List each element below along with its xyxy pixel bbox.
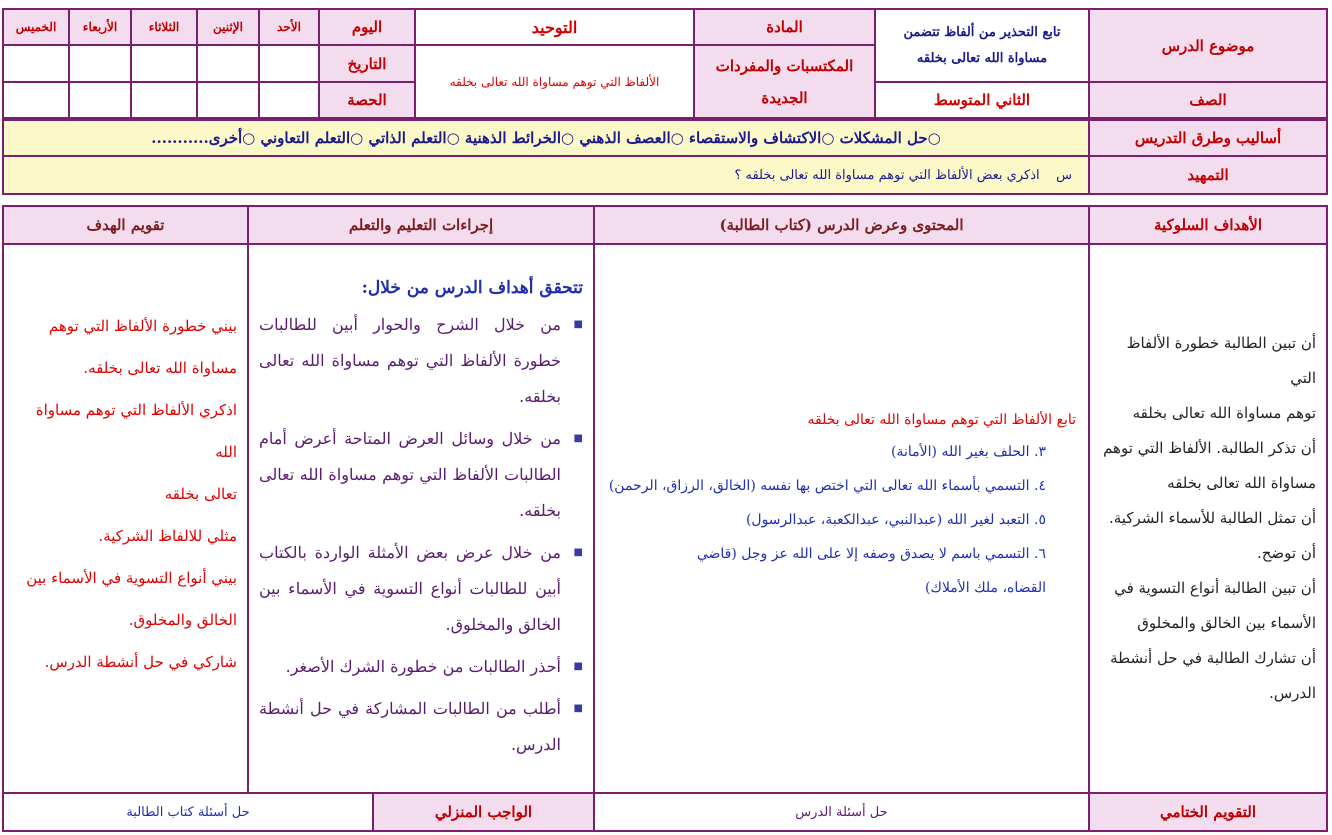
intro-value: س اذكري بعض الألفاظ التي توهم مساواة الله تعالى بخلقه ؟ [734, 167, 1072, 183]
final-eval-label-cell [1088, 792, 1328, 832]
content-title: تابع الألفاظ التي توهم مساواة الله تعالى بخلقه [807, 412, 1076, 428]
objective-line: أن توضح. [1256, 544, 1316, 562]
objectives-cell [1088, 243, 1328, 794]
date-cell-sunday [258, 44, 320, 83]
objective-line: توهم مساواة الله تعالى بخلقه [1132, 404, 1316, 422]
acquisitions-value: الألفاظ التي توهم مساواة الله تعالى بخلقه [449, 74, 660, 89]
procedure-item: ■ أطلب من الطالبات المشاركة في حل أنشطة الدرس. [259, 691, 583, 763]
objectives-list [1100, 326, 1316, 711]
lesson-topic-value-cell [874, 8, 1090, 83]
content-header: المحتوى وعرض الدرس (كتاب الطالبة) [719, 216, 964, 234]
final-eval-label: التقويم الختامي [1159, 803, 1257, 821]
evaluation-line: شاركي في حل أنشطة الدرس. [44, 653, 237, 671]
day-tuesday: الثلاثاء [130, 8, 198, 46]
procedures-cell [247, 243, 595, 794]
objective-line: أن تشارك الطالبة في حل أنشطة [1110, 649, 1316, 667]
evaluation-line: بيني أنواع التسوية في الأسماء بين [26, 569, 237, 587]
date-cell-tuesday [130, 44, 198, 83]
intro-value-cell [2, 155, 1090, 195]
acquisitions-label: المكتسبات والمفردات الجديدة [715, 56, 854, 107]
evaluation-line: بيني خطورة الألفاظ التي توهم [48, 317, 237, 335]
day-sunday: الأحد [258, 8, 320, 46]
objectives-header-cell [1088, 205, 1328, 245]
date-cell-monday [196, 44, 260, 83]
homework-value: حل أسئلة كتاب الطالبة [126, 804, 250, 820]
acquisitions-value-cell [414, 44, 695, 119]
date-cell-wednesday [68, 44, 132, 83]
homework-value-cell [2, 792, 374, 832]
objective-line: أن تبين الطالبة خطورة الألفاظ التي [1126, 334, 1316, 387]
day-thursday: الخميس [2, 8, 70, 46]
period-label-cell [318, 81, 416, 119]
objective-line: أن تذكر الطالبة. الألفاظ التي توهم [1103, 439, 1316, 457]
lesson-topic-label: موضوع الدرس [1161, 36, 1255, 55]
content-item: ٦. التسمي باسم لا يصدق وصفه إلا على الله عز وجل (قاضي القضاه، ملك الأملاك) [696, 546, 1046, 596]
homework-label: الواجب المنزلي [434, 803, 533, 821]
content-list [607, 435, 1076, 605]
procedures-header-cell [247, 205, 595, 245]
date-cell-thursday [2, 44, 70, 83]
final-eval-value: حل أسئلة الدرس [795, 804, 888, 820]
evaluation-header-cell [2, 205, 249, 245]
content-item: ٥. التعبد لغير الله (عبدالنبي، عبدالكعبة، عبدالرسول) [745, 512, 1046, 528]
objective-line: الأسماء بين الخالق والمخلوق [1137, 614, 1316, 632]
date-label: التاريخ [347, 54, 387, 73]
subject-label-cell [693, 8, 876, 46]
intro-label: التمهيد [1187, 166, 1229, 184]
period-cell-thursday [2, 81, 70, 119]
procedure-item: ■ من خلال عرض بعض الأمثلة الواردة بالكتاب أبين للطالبات أنواع التسوية في الأسماء بين الخالق والمخلوق. [259, 535, 583, 643]
day-label: اليوم [351, 18, 383, 36]
period-cell-monday [196, 81, 260, 119]
procedures-title: تتحقق أهداف الدرس من خلال: [361, 278, 583, 298]
objective-line: أن تبين الطالبة أنواع التسوية في [1114, 579, 1316, 597]
grade-value-cell [874, 81, 1090, 119]
evaluation-header: تقويم الهدف [86, 216, 165, 234]
lesson-topic-label-cell [1088, 8, 1328, 83]
period-cell-tuesday [130, 81, 198, 119]
procedure-item: ■ من خلال الشرح والحوار أبين للطالبات خطورة الألفاظ التي توهم مساواة الله تعالى بخلقه. [259, 307, 583, 415]
evaluation-cell [2, 243, 249, 794]
period-cell-wednesday [68, 81, 132, 119]
subject-label: المادة [766, 18, 803, 36]
evaluation-list [14, 305, 237, 683]
objectives-header: الأهداف السلوكية [1154, 216, 1262, 234]
day-wednesday: الأربعاء [68, 8, 132, 46]
content-item: ٣. الحلف بغير الله (الأمانة) [891, 444, 1046, 460]
procedures-list [259, 307, 583, 763]
content-block [607, 405, 1076, 605]
objective-line: مساواة الله تعالى بخلقه [1167, 474, 1316, 492]
methods-value: ○حل المشكلات ○الاكتشاف والاستقصاء ○العصف الذهني ○الخرائط الذهنية ○التعلم الذاتي ○التعلم التعاوني ○أخرى........... [151, 129, 941, 147]
content-item: ٤. التسمي بأسماء الله تعالى التي اختص بها نفسه (الخالق، الرزاق، الرحمن) [608, 478, 1046, 494]
homework-label-cell [372, 792, 595, 832]
evaluation-line: الخالق والمخلوق. [128, 611, 237, 629]
objective-line: الدرس. [1269, 684, 1316, 702]
grade-value: الثاني المتوسط [933, 91, 1031, 109]
subject-value-cell [414, 8, 695, 46]
evaluation-line: تعالى بخلقه [164, 485, 237, 503]
evaluation-line: اذكري الألفاظ التي توهم مساواة الله [35, 401, 237, 461]
evaluation-line: مثلي للالفاظ الشركية. [98, 527, 237, 545]
objective-line: أن تمثل الطالبة للأسماء الشركية. [1109, 509, 1316, 527]
evaluation-line: مساواة الله تعالى بخلقه. [83, 359, 237, 377]
grade-label: الصف [1189, 91, 1227, 109]
day-monday: الإثنين [196, 8, 260, 46]
lesson-topic-value: تابع التحذير من ألفاظ تتضمن مساواة الله تعالى بخلقه [903, 24, 1061, 66]
methods-label: أساليب وطرق التدريس [1134, 129, 1282, 147]
procedures-block [259, 273, 583, 769]
subject-value: التوحيد [531, 17, 578, 37]
acquisitions-label-cell [693, 44, 876, 119]
day-label-cell [318, 8, 416, 46]
methods-value-cell [2, 119, 1090, 157]
grade-label-cell [1088, 81, 1328, 119]
content-cell [593, 243, 1090, 794]
procedures-header: إجراءات التعليم والتعلم [348, 216, 494, 234]
period-label: الحصة [347, 91, 387, 109]
date-label-cell [318, 44, 416, 83]
period-cell-sunday [258, 81, 320, 119]
methods-label-cell [1088, 119, 1328, 157]
procedure-item: ■ أحذر الطالبات من خطورة الشرك الأصغر. [259, 649, 583, 685]
intro-label-cell [1088, 155, 1328, 195]
procedure-item: ■ من خلال وسائل العرض المتاحة أعرض أمام الطالبات الألفاظ التي توهم مساواة الله تعالى بخلقه. [259, 421, 583, 529]
final-eval-value-cell [593, 792, 1090, 832]
content-header-cell [593, 205, 1090, 245]
